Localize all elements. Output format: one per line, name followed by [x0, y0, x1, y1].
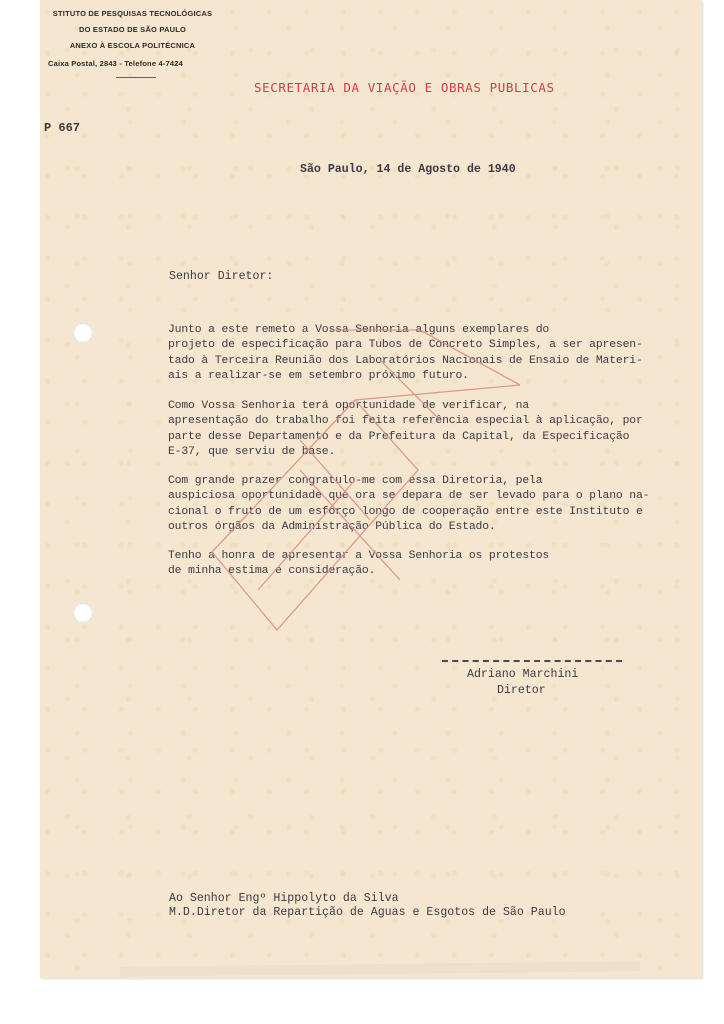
paragraph-2	[168, 399, 703, 460]
paragraph-line: outros órgãos da Administração Pública do Estado.	[168, 520, 496, 533]
letterhead-institute: STITUTO DE PESQUISAS TECNOLÓGICAS	[52, 9, 213, 18]
addressee-line-1: Ao Senhor Engº Hippolyto da Silva	[169, 892, 399, 905]
paragraph-line: parte desse Departamento e da Prefeitura da Capital, da Especificação	[168, 430, 630, 443]
paragraph-line: Como Vossa Senhoria terá oportunidade de verificar, na	[168, 400, 530, 412]
paragraph-line: tado à Terceira Reunião dos Laboratórios Nacionais de Ensaio de Materi-	[168, 354, 643, 367]
paragraph-line: Junto a este remeto a Vossa Senhoria alguns exemplares do	[168, 324, 550, 336]
paragraph-4	[168, 549, 703, 580]
paragraph-line: Tenho a honra de apresentar a Vossa Senhoria os protestos	[168, 550, 550, 562]
paragraph-line: E-37, que serviu de base.	[168, 445, 336, 458]
ministry-header: SECRETARIA DA VIAÇÃO E OBRAS PUBLICAS	[254, 80, 555, 95]
reference-number: P 667	[44, 121, 81, 135]
paragraph-line: de minha estima e consideração.	[168, 565, 376, 578]
letter-date: São Paulo, 14 de Agosto de 1940	[300, 163, 516, 176]
paragraph-line: auspiciosa oportunidade que ora se depara de ser levado para o plano na-	[168, 490, 650, 503]
punch-hole-bottom	[73, 603, 93, 623]
addressee-line-2: M.D.Diretor da Repartição de Aguas e Esgotos de São Paulo	[169, 906, 566, 919]
paragraph-3	[168, 474, 703, 535]
paragraph-1	[168, 323, 703, 384]
letterhead-contact: Caixa Postal, 2843 - Telefone 4-7424	[48, 59, 184, 68]
letterhead-state: DO ESTADO DE SÃO PAULO	[78, 25, 187, 34]
letterhead-annex: ANEXO À ESCOLA POLITÉCNICA	[69, 41, 196, 50]
signature-line	[442, 660, 622, 662]
salutation: Senhor Diretor:	[169, 270, 274, 283]
letterhead	[40, 6, 225, 72]
paragraph-line: cional o fruto de um esforço longo de cooperação entre este Instituto e	[168, 505, 643, 518]
contact-underline	[116, 77, 156, 78]
paragraph-line: ais a realizar-se em setembro próximo futuro.	[168, 369, 469, 382]
signatory-title: Diretor	[497, 684, 546, 697]
signatory-name: Adriano Marchini	[467, 668, 579, 681]
paragraph-line: projeto de especificação para Tubos de Concreto Simples, a ser apresen-	[168, 339, 643, 352]
punch-hole-top	[73, 323, 93, 343]
paragraph-line: Com grande prazer congratulo-me com essa Diretoria, pela	[168, 475, 543, 487]
paragraph-line: apresentação do trabalho foi feita referência especial à aplicação, por	[168, 415, 643, 428]
